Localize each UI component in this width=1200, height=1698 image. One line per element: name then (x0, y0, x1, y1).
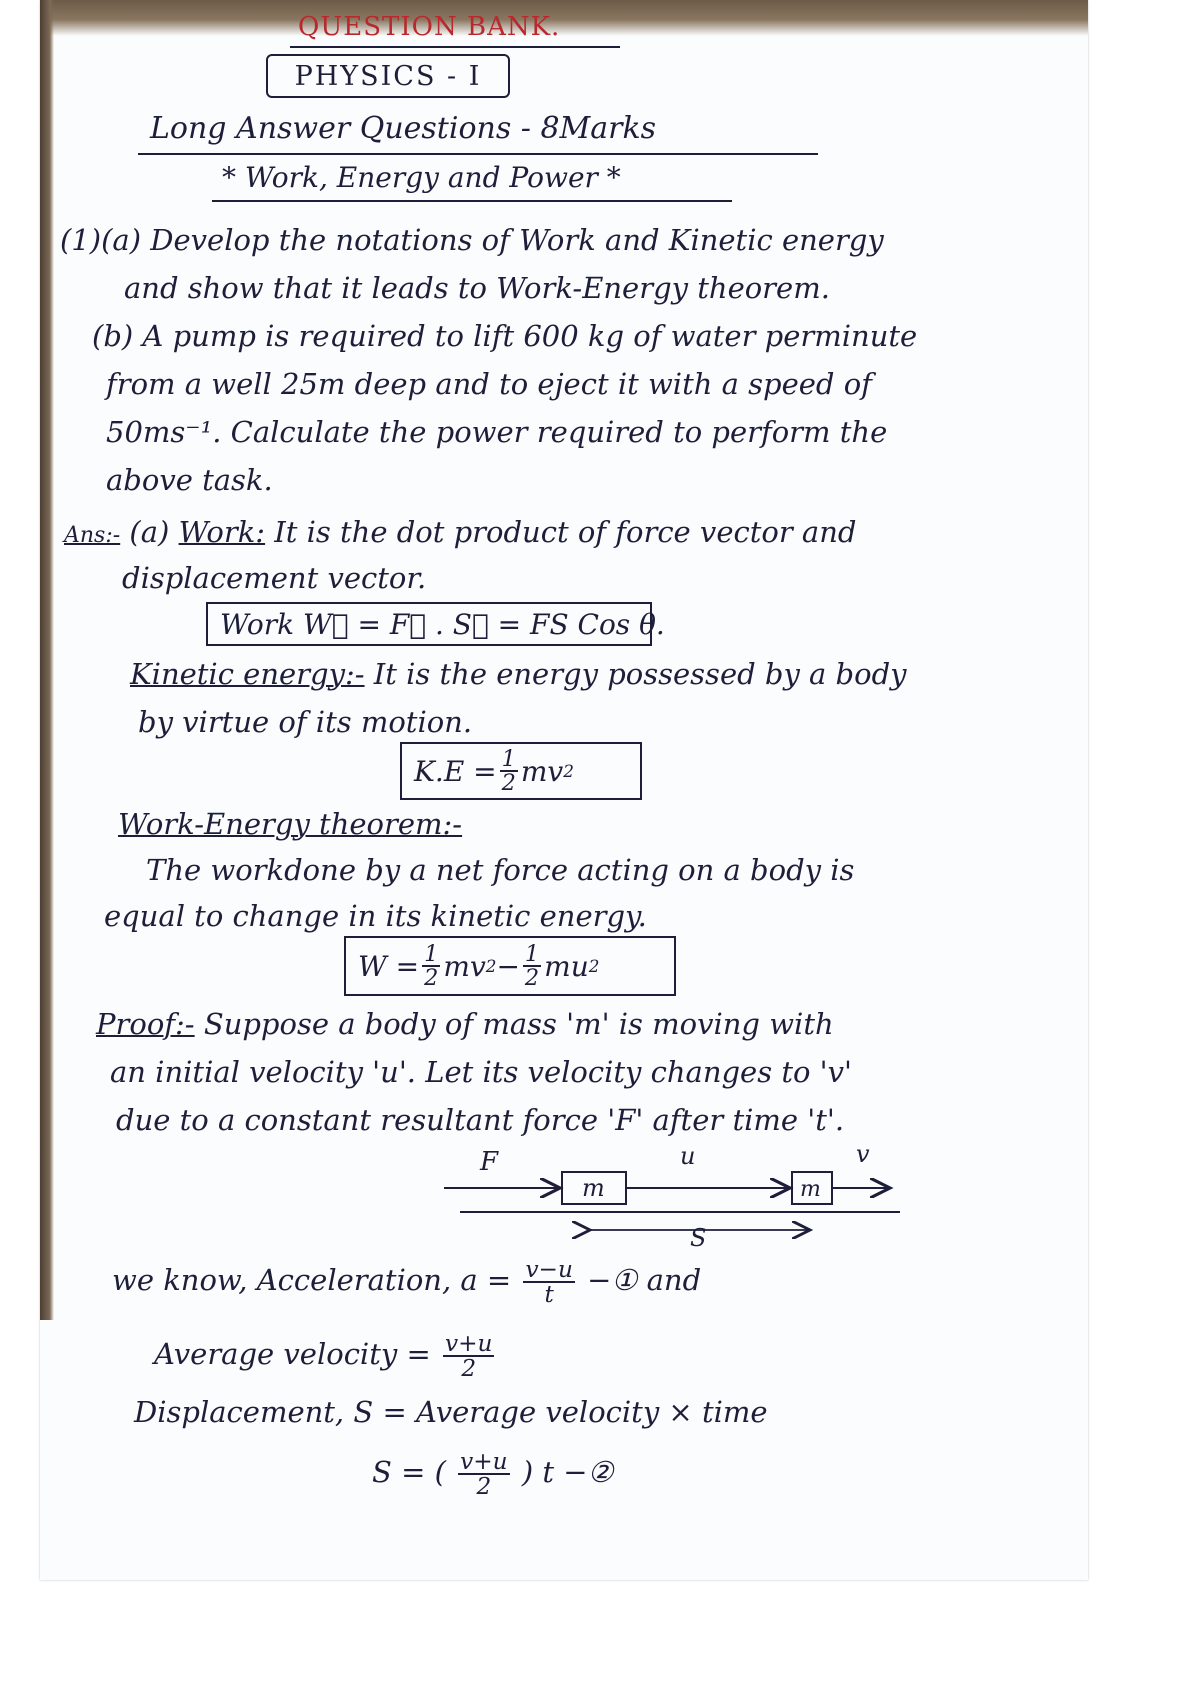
wet-lhs: W = (358, 949, 420, 983)
work-definition-line2: displacement vector. (122, 561, 427, 595)
wet-exponent: 2 (588, 956, 600, 976)
question-1b-line4: above task. (106, 463, 273, 497)
question-number: (1) (60, 223, 102, 257)
question-1b-line3: 50ms⁻¹. Calculate the power required to perform the (106, 415, 888, 449)
ke-definition: It is the energy possessed by a body (373, 657, 907, 691)
question-text: Develop the notations of Work and Kinetic energy (150, 223, 884, 257)
wet-minus: − (496, 949, 520, 983)
displacement-line: Displacement, S = Average velocity × time (134, 1395, 768, 1429)
subject-box: PHYSICS - I (266, 54, 510, 98)
ke-line (130, 657, 907, 691)
ke-lhs: K.E = (414, 754, 497, 788)
half-fraction: $\frac{1}{2}$ (424, 940, 439, 991)
work-formula-box: Work W⃗ = F⃗ . S⃗ = FS Cos θ. (206, 602, 652, 646)
answer-work-line (64, 515, 857, 549)
wet-end: mu (544, 949, 589, 983)
proof-line1 (96, 1007, 834, 1041)
question-bank-title: QUESTION BANK. (298, 12, 561, 42)
answer-label: Ans:- (64, 523, 121, 548)
work-definition: It is the dot product of force vector and (274, 515, 857, 549)
mass-label-final: m (800, 1177, 821, 1202)
section-underline (138, 153, 818, 155)
acceleration-tail: −① and (587, 1263, 702, 1298)
displacement-equation (372, 1448, 614, 1501)
wet-exponent: 2 (485, 956, 497, 976)
s-label: S (690, 1224, 707, 1248)
ke-definition-line2: by virtue of its motion. (138, 705, 473, 739)
section-heading: Long Answer Questions - 8Marks (150, 111, 657, 146)
wet-definition-line2: equal to change in its kinetic energy. (104, 899, 647, 933)
wet-heading: Work-Energy theorem:- (118, 807, 463, 841)
proof-line3: due to a constant resultant force 'F' after time 't'. (116, 1103, 845, 1137)
topic-underline (212, 200, 732, 202)
ke-exponent: 2 (563, 761, 574, 781)
ke-heading: Kinetic energy:- (130, 657, 365, 691)
force-label: F (480, 1147, 499, 1177)
s-lhs: S = ( (372, 1455, 446, 1490)
torn-page-edge (40, 0, 1088, 36)
question-text: A pump is required to lift 600 kg of water perminute (142, 319, 918, 353)
average-velocity-fraction: $\frac{v+u}{2}$ (444, 1330, 493, 1383)
motion-diagram (440, 1128, 1000, 1248)
question-1b-line2: from a well 25m deep and to eject it with a speed of (106, 367, 872, 401)
average-velocity-text: Average velocity = (154, 1337, 431, 1372)
question-1a (60, 223, 884, 257)
average-velocity-line (154, 1330, 497, 1383)
proof-heading: Proof:- (96, 1007, 195, 1041)
question-1b (92, 319, 918, 353)
v-label: v (856, 1140, 870, 1168)
half-fraction: $\frac{1}{2}$ (524, 940, 540, 991)
u-label: u (680, 1142, 696, 1170)
ke-formula-box (400, 742, 642, 800)
wet-mid: mv (443, 949, 486, 983)
topic-heading: * Work, Energy and Power * (222, 161, 621, 194)
proof-line2: an initial velocity 'u'. Let its velocity changes to 'v' (110, 1055, 852, 1089)
s-fraction: $\frac{v+u}{2}$ (460, 1448, 508, 1501)
half-fraction: $\frac{1}{2}$ (501, 745, 516, 796)
question-1a-line2: and show that it leads to Work-Energy theorem. (124, 271, 830, 305)
wet-formula-box (344, 936, 676, 996)
question-letter: (a) (101, 223, 142, 257)
answer-part: (a) (129, 515, 170, 549)
question-letter: (b) (92, 319, 134, 353)
ke-rhs: mv (520, 754, 564, 788)
acceleration-text: we know, Acceleration, a = (112, 1263, 512, 1298)
acceleration-line (112, 1256, 702, 1309)
proof-text: Suppose a body of mass 'm' is moving with (203, 1007, 834, 1041)
work-heading: Work: (178, 515, 266, 549)
acceleration-fraction: $\frac{v-u}{t}$ (525, 1256, 573, 1309)
wet-definition: The workdone by a net force acting on a body is (146, 853, 855, 887)
title-underline (290, 46, 620, 48)
mass-label-initial: m (582, 1174, 605, 1202)
s-tail: ) t −② (521, 1455, 614, 1490)
binding-edge (40, 0, 54, 1320)
